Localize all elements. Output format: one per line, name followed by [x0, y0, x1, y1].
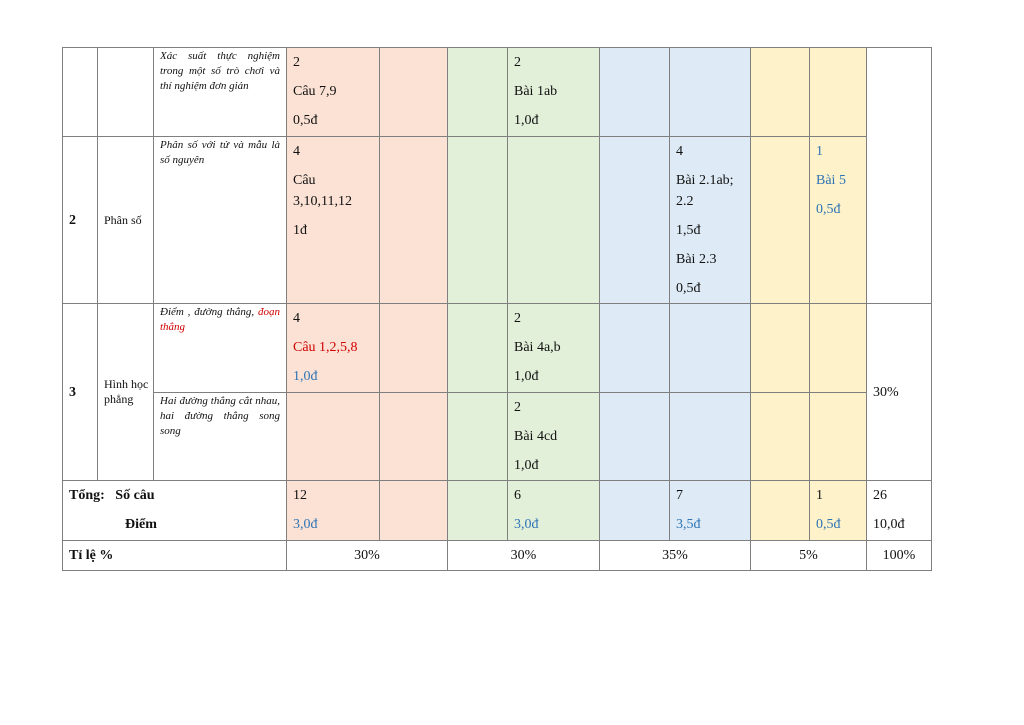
- points: 3,0đ: [293, 517, 318, 532]
- points: 1,5đ: [676, 223, 701, 238]
- cell-empty: [600, 393, 670, 481]
- row-geometry-1: [63, 304, 932, 393]
- ratio-total: 100%: [867, 541, 932, 571]
- cell-empty: [751, 481, 810, 541]
- questions: Câu 1,2,5,8: [293, 340, 358, 355]
- ratio-level4: 5%: [751, 541, 867, 571]
- questions: Bài 2.1ab; 2.2: [676, 173, 734, 209]
- points: 0,5đ: [816, 202, 841, 217]
- topic-intersecting-lines: Hai đường thẳng cắt nhau, hai đường thẳng song song: [154, 393, 287, 481]
- count: 2: [514, 55, 521, 70]
- cell-empty: [448, 393, 508, 481]
- cell-empty: [810, 48, 867, 137]
- row-ratio: [63, 541, 932, 571]
- cell-empty: [670, 48, 751, 137]
- cell-num-empty: [63, 48, 98, 137]
- cell-empty: [751, 393, 810, 481]
- cell-empty: [380, 48, 448, 137]
- points: 1,0đ: [514, 113, 539, 128]
- row-probability: [63, 48, 932, 137]
- chapter-name: Phân số: [98, 137, 154, 304]
- total-sum: [867, 481, 932, 541]
- ratio-label-cell: Tỉ lệ %: [63, 541, 287, 571]
- total-level4: [810, 481, 867, 541]
- so-cau-label: Số câu: [115, 488, 155, 503]
- cell-empty: [448, 481, 508, 541]
- count: 1: [816, 488, 823, 503]
- cell-level3-fractions: [670, 137, 751, 304]
- cell-empty: [600, 304, 670, 393]
- count: 4: [676, 144, 683, 159]
- row-geometry-2: [63, 393, 932, 481]
- cell-level2-geometry: [508, 304, 600, 393]
- assessment-matrix-table: [62, 47, 932, 571]
- questions: Bài 4a,b: [514, 340, 561, 355]
- points: 1,0đ: [293, 369, 318, 384]
- ratio-level3: 35%: [600, 541, 751, 571]
- cell-empty: [380, 481, 448, 541]
- diem-label: Điểm: [125, 517, 157, 532]
- cell-empty: [380, 393, 448, 481]
- cell-chapter-empty: [98, 48, 154, 137]
- row-total: [63, 481, 932, 541]
- questions: Bài 4cd: [514, 429, 558, 444]
- count: 4: [293, 311, 300, 326]
- cell-empty: [670, 393, 751, 481]
- cell-percent: 30%: [867, 304, 932, 481]
- count: 2: [514, 311, 521, 326]
- points: 10,0đ: [873, 517, 905, 532]
- cell-level2-geometry-lines: [508, 393, 600, 481]
- points: 1,0đ: [514, 458, 539, 473]
- ratio-level2: 30%: [448, 541, 600, 571]
- cell-empty: [380, 304, 448, 393]
- cell-percent-empty: [867, 48, 932, 137]
- topic-fractions: Phân số với tử và mẫu là số nguyên: [154, 137, 287, 304]
- points: 1đ: [293, 223, 307, 238]
- cell-level1-fractions: [287, 137, 380, 304]
- ratio-level1: 30%: [287, 541, 448, 571]
- cell-percent-empty: [867, 137, 932, 304]
- total-level3: [670, 481, 751, 541]
- cell-empty: [810, 304, 867, 393]
- cell-level1-probability: [287, 48, 380, 137]
- topic-number: 2: [63, 137, 98, 304]
- cell-empty: [670, 304, 751, 393]
- total-label-cell: [63, 481, 287, 541]
- points: 0,5đ: [676, 281, 701, 296]
- topic-points-lines: Điểm , đường thẳng, đoạn thẳng: [154, 304, 287, 393]
- count: 12: [293, 488, 307, 503]
- total-level2: [508, 481, 600, 541]
- questions: Câu 7,9: [293, 84, 337, 99]
- cell-empty: [380, 137, 448, 304]
- count: 4: [293, 144, 300, 159]
- topic-probability: Xác suất thực nghiệm trong một số trò chơi và thí nghiệm đơn giản: [154, 48, 287, 137]
- cell-empty: [448, 137, 508, 304]
- cell-empty: [751, 304, 810, 393]
- cell-level4-fractions: [810, 137, 867, 304]
- row-fractions: [63, 137, 932, 304]
- topic-number: 3: [63, 304, 98, 481]
- points: 0,5đ: [816, 517, 841, 532]
- count: 1: [816, 144, 823, 159]
- cell-empty: [508, 137, 600, 304]
- cell-empty: [751, 48, 810, 137]
- points: 1,0đ: [514, 369, 539, 384]
- cell-empty: [810, 393, 867, 481]
- count: 2: [293, 55, 300, 70]
- total-level1: [287, 481, 380, 541]
- cell-empty: [448, 304, 508, 393]
- cell-empty: [448, 48, 508, 137]
- count: 26: [873, 488, 887, 503]
- count: 2: [514, 400, 521, 415]
- chapter-name: Hình học phẳng: [98, 304, 154, 481]
- total-label: Tổng:: [69, 488, 105, 503]
- questions: Bài 5: [816, 173, 846, 188]
- cell-level1-geometry: [287, 304, 380, 393]
- count: 7: [676, 488, 683, 503]
- cell-empty: [600, 481, 670, 541]
- cell-empty: [287, 393, 380, 481]
- cell-level2-probability: [508, 48, 600, 137]
- cell-empty: [600, 137, 670, 304]
- points: 0,5đ: [293, 113, 318, 128]
- count: 6: [514, 488, 521, 503]
- questions: Bài 1ab: [514, 84, 558, 99]
- points: 3,0đ: [514, 517, 539, 532]
- cell-empty: [600, 48, 670, 137]
- questions: Bài 2.3: [676, 252, 717, 267]
- questions: Câu 3,10,11,12: [293, 173, 352, 209]
- points: 3,5đ: [676, 517, 701, 532]
- cell-empty: [751, 137, 810, 304]
